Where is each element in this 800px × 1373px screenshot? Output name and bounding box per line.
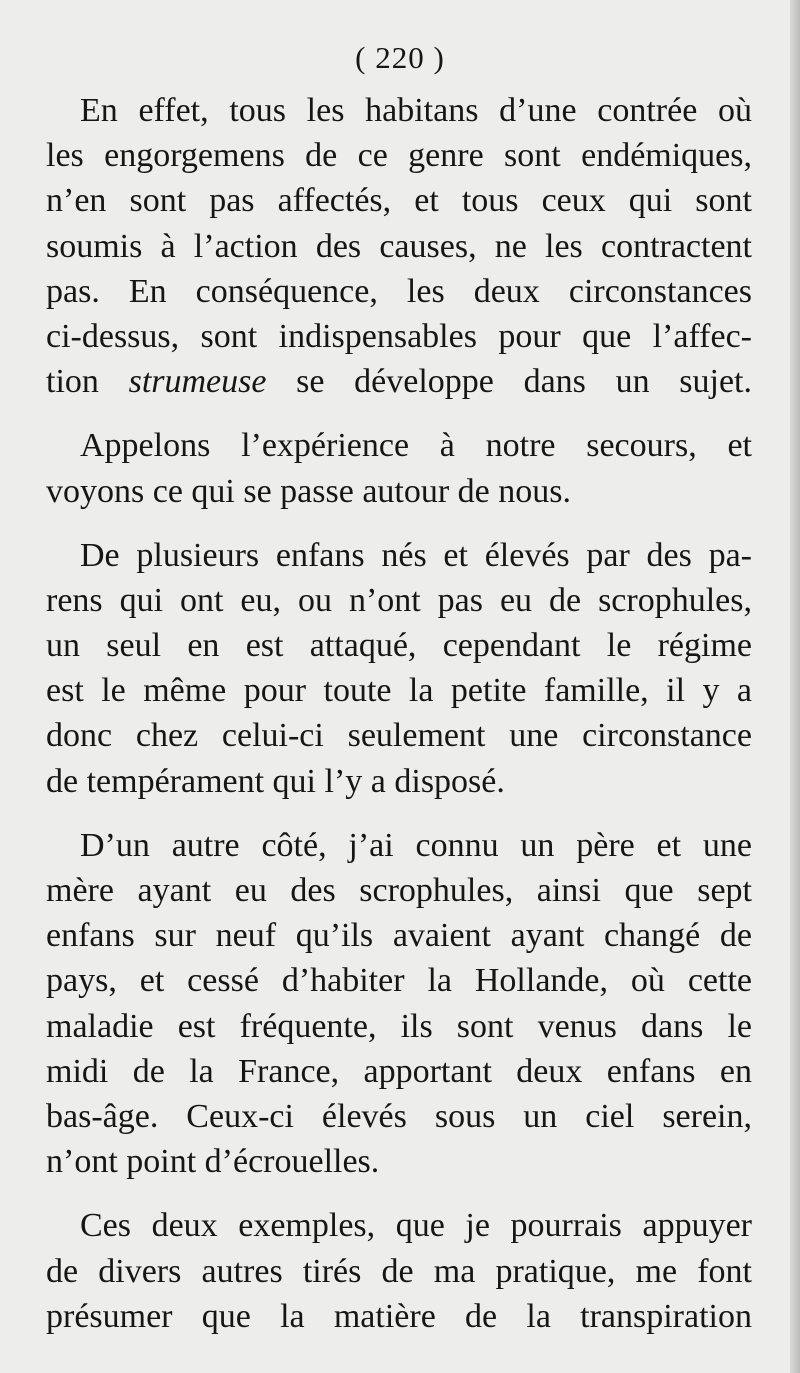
- paragraph-4: [46, 823, 752, 1185]
- text-fragment: tion: [46, 363, 129, 401]
- text-line: mère ayant eu des scrophules, ainsi que sept: [46, 872, 752, 909]
- page-edge-shadow: [790, 0, 800, 1373]
- text-line: soumis à l’action des causes, ne les contractent: [46, 227, 752, 265]
- text-line: midi de la France, apportant deux enfans en: [46, 1052, 752, 1090]
- italic-term: strumeuse: [128, 363, 267, 401]
- text-line: un seul en est attaqué, cependant le régime: [46, 627, 752, 665]
- body-text: [46, 88, 752, 1358]
- text-line: De plusieurs enfans nés et élevés par des pa-: [80, 536, 752, 574]
- text-line: présumer que la matière de la transpiration: [46, 1297, 752, 1335]
- paragraph-3: [46, 533, 752, 804]
- text-line: rens qui ont eu, ou n’ont pas eu de scrophules,: [46, 581, 752, 619]
- text-line: enfans sur neuf qu’ils avaient ayant changé de: [46, 917, 752, 955]
- text-line: n’ont point d’écrouelles.: [46, 1143, 380, 1181]
- paragraph-1: [46, 88, 752, 404]
- paragraph-2: [46, 423, 752, 513]
- paragraph-5: [46, 1203, 752, 1339]
- text-line: En effet, tous les habitans d’une contrée où: [80, 92, 752, 129]
- page-number: ( 220 ): [355, 40, 445, 75]
- text-line: de divers autres tirés de ma pratique, me font: [46, 1252, 752, 1290]
- text-line: maladie est fréquente, ils sont venus dans le: [46, 1007, 752, 1045]
- text-line: Appelons l’expérience à notre secours, et: [80, 427, 752, 465]
- text-line: ci-dessus, sont indispensables pour que l’affec-: [46, 317, 752, 355]
- text-line: de tempérament qui l’y a disposé.: [46, 762, 505, 800]
- text-line: les engorgemens de ce genre sont endémiques,: [46, 137, 752, 175]
- text-line: D’un autre côté, j’ai connu un père et une: [80, 826, 752, 864]
- text-line: voyons ce qui se passe autour de nous.: [46, 472, 572, 510]
- text-line: bas-âge. Ceux-ci élevés sous un ciel serein,: [46, 1097, 752, 1135]
- text-line: est le même pour toute la petite famille, il y a: [46, 672, 752, 710]
- text-fragment: se développe dans un sujet.: [266, 363, 752, 401]
- text-line: [46, 359, 752, 404]
- text-line: pays, et cessé d’habiter la Hollande, où cette: [46, 962, 752, 1000]
- text-line: donc chez celui-ci seulement une circonstance: [46, 717, 752, 755]
- text-line: pas. En conséquence, les deux circonstances: [46, 272, 752, 310]
- text-line: n’en sont pas affectés, et tous ceux qui sont: [46, 182, 752, 220]
- text-line: Ces deux exemples, que je pourrais appuyer: [80, 1207, 752, 1245]
